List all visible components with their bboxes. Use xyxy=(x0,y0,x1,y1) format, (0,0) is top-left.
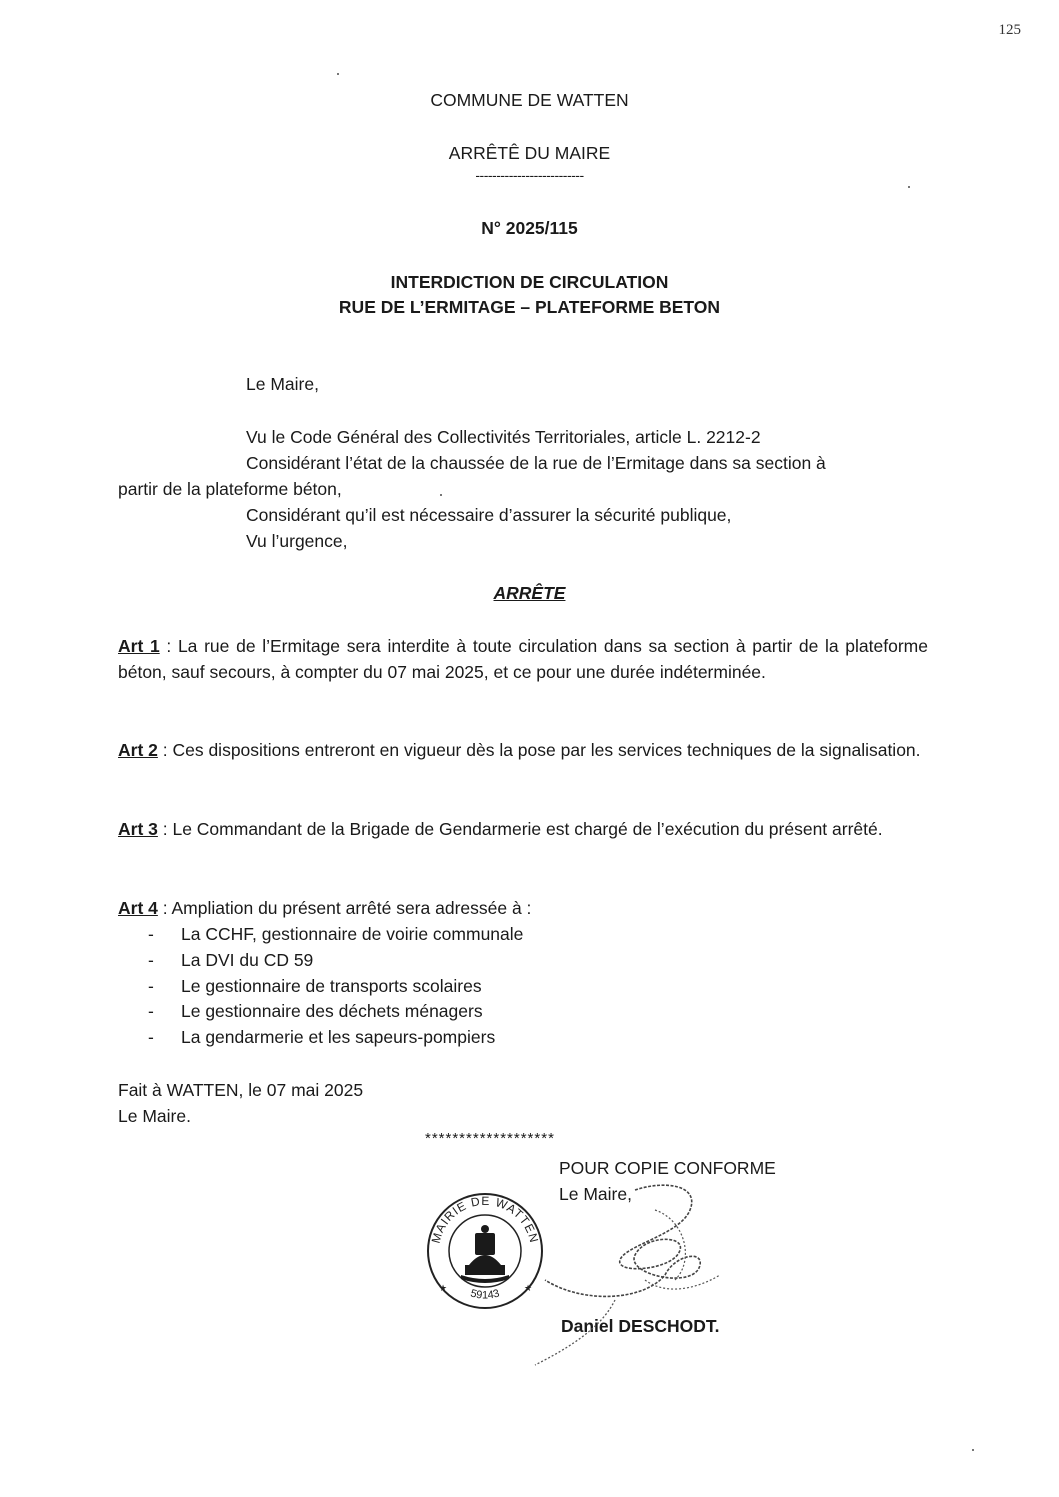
list-item: - Le gestionnaire de transports scolaires xyxy=(148,975,482,996)
place-date: Fait à WATTEN, le 07 mai 2025 xyxy=(118,1080,364,1100)
decree-title-line2: RUE DE L’ERMITAGE – PLATEFORME BETON xyxy=(338,297,721,317)
preamble-line: Vu l’urgence, xyxy=(246,531,348,551)
page-number: 125 xyxy=(998,22,1021,38)
list-item: - La CCHF, gestionnaire de voirie communale xyxy=(148,924,524,944)
preamble-line: Considérant l’état de la chaussée de la rue de l’Ermitage dans sa section à xyxy=(246,453,826,473)
recipient-list xyxy=(148,922,523,1051)
copy-label: POUR COPIE CONFORME xyxy=(559,1158,776,1178)
handwritten-signature xyxy=(525,1180,730,1380)
recipient-text: Le gestionnaire des déchets ménagers xyxy=(181,1001,483,1022)
article-text: : Ces dispositions entreront en vigueur dès la pose par les services techniques de la signalisation. xyxy=(157,740,921,760)
recipient-text: Le gestionnaire de transports scolaires xyxy=(181,975,482,996)
article-label: Art 4 xyxy=(118,898,158,918)
recipient-text: La gendarmerie et les sapeurs-pompiers xyxy=(181,1027,496,1048)
recipient-text: La CCHF, gestionnaire de voirie communale xyxy=(181,924,524,944)
commune-name: COMMUNE DE WATTEN xyxy=(430,90,629,110)
list-item: - La DVI du CD 59 xyxy=(148,949,314,970)
stamp-text-top: MAIRIE DE WATTEN xyxy=(428,1193,542,1245)
coat-of-arms-icon xyxy=(461,1225,509,1283)
article-label: Art 3 xyxy=(118,819,158,839)
article-text: : Ampliation du présent arrêté sera adressée à : xyxy=(157,898,532,918)
stars-separator: ******************* xyxy=(425,1130,555,1147)
svg-text:★: ★ xyxy=(439,1283,448,1293)
preamble-line: partir de la plateforme béton, xyxy=(118,479,342,499)
list-item: - La gendarmerie et les sapeurs-pompiers xyxy=(148,1027,496,1048)
arrete-heading: ARRÊTE xyxy=(493,583,566,603)
article-text: : Le Commandant de la Brigade de Gendarmerie est chargé de l’exécution du présent arrêté. xyxy=(157,819,883,839)
preamble-salutation: Le Maire, xyxy=(246,374,319,394)
article-label: Art 2 xyxy=(118,740,158,760)
recipient-text: La DVI du CD 59 xyxy=(181,949,314,970)
scan-speck xyxy=(972,1449,974,1451)
article-label: Art 1 xyxy=(118,636,160,656)
article-text: : La rue de l’Ermitage sera interdite à toute circulation dans sa section à partir de la plateforme béton, sauf secours, à compter du 07 mai 2025, et ce pour une durée indéterminée. xyxy=(118,636,928,682)
decree-number: N° 2025/115 xyxy=(481,218,578,238)
list-item: - Le gestionnaire des déchets ménagers xyxy=(148,1001,483,1022)
svg-text:★: ★ xyxy=(524,1283,533,1293)
preamble-line: Vu le Code Général des Collectivités Territoriales, article L. 2212-2 xyxy=(246,427,761,447)
article-4 xyxy=(118,896,928,922)
header-separator: -------------------------- xyxy=(475,167,584,183)
article-1 xyxy=(118,634,928,685)
svg-text:59143 xyxy=(469,1287,501,1301)
copy-role: Le Maire, xyxy=(559,1184,632,1204)
decree-title-line1: INTERDICTION DE CIRCULATION xyxy=(390,272,669,292)
article-2 xyxy=(118,738,928,764)
scan-speck xyxy=(440,494,442,496)
article-3 xyxy=(118,817,928,843)
signatory-role: Le Maire. xyxy=(118,1106,191,1126)
scan-speck xyxy=(337,73,339,75)
preamble-line: Considérant qu’il est nécessaire d’assurer la sécurité publique, xyxy=(246,505,732,525)
scan-speck xyxy=(908,186,910,188)
decree-type: ARRÊTÊ DU MAIRE xyxy=(448,143,611,163)
signatory-name: Daniel DESCHODT. xyxy=(561,1316,720,1336)
stamp-postcode: 59143 xyxy=(469,1287,501,1302)
